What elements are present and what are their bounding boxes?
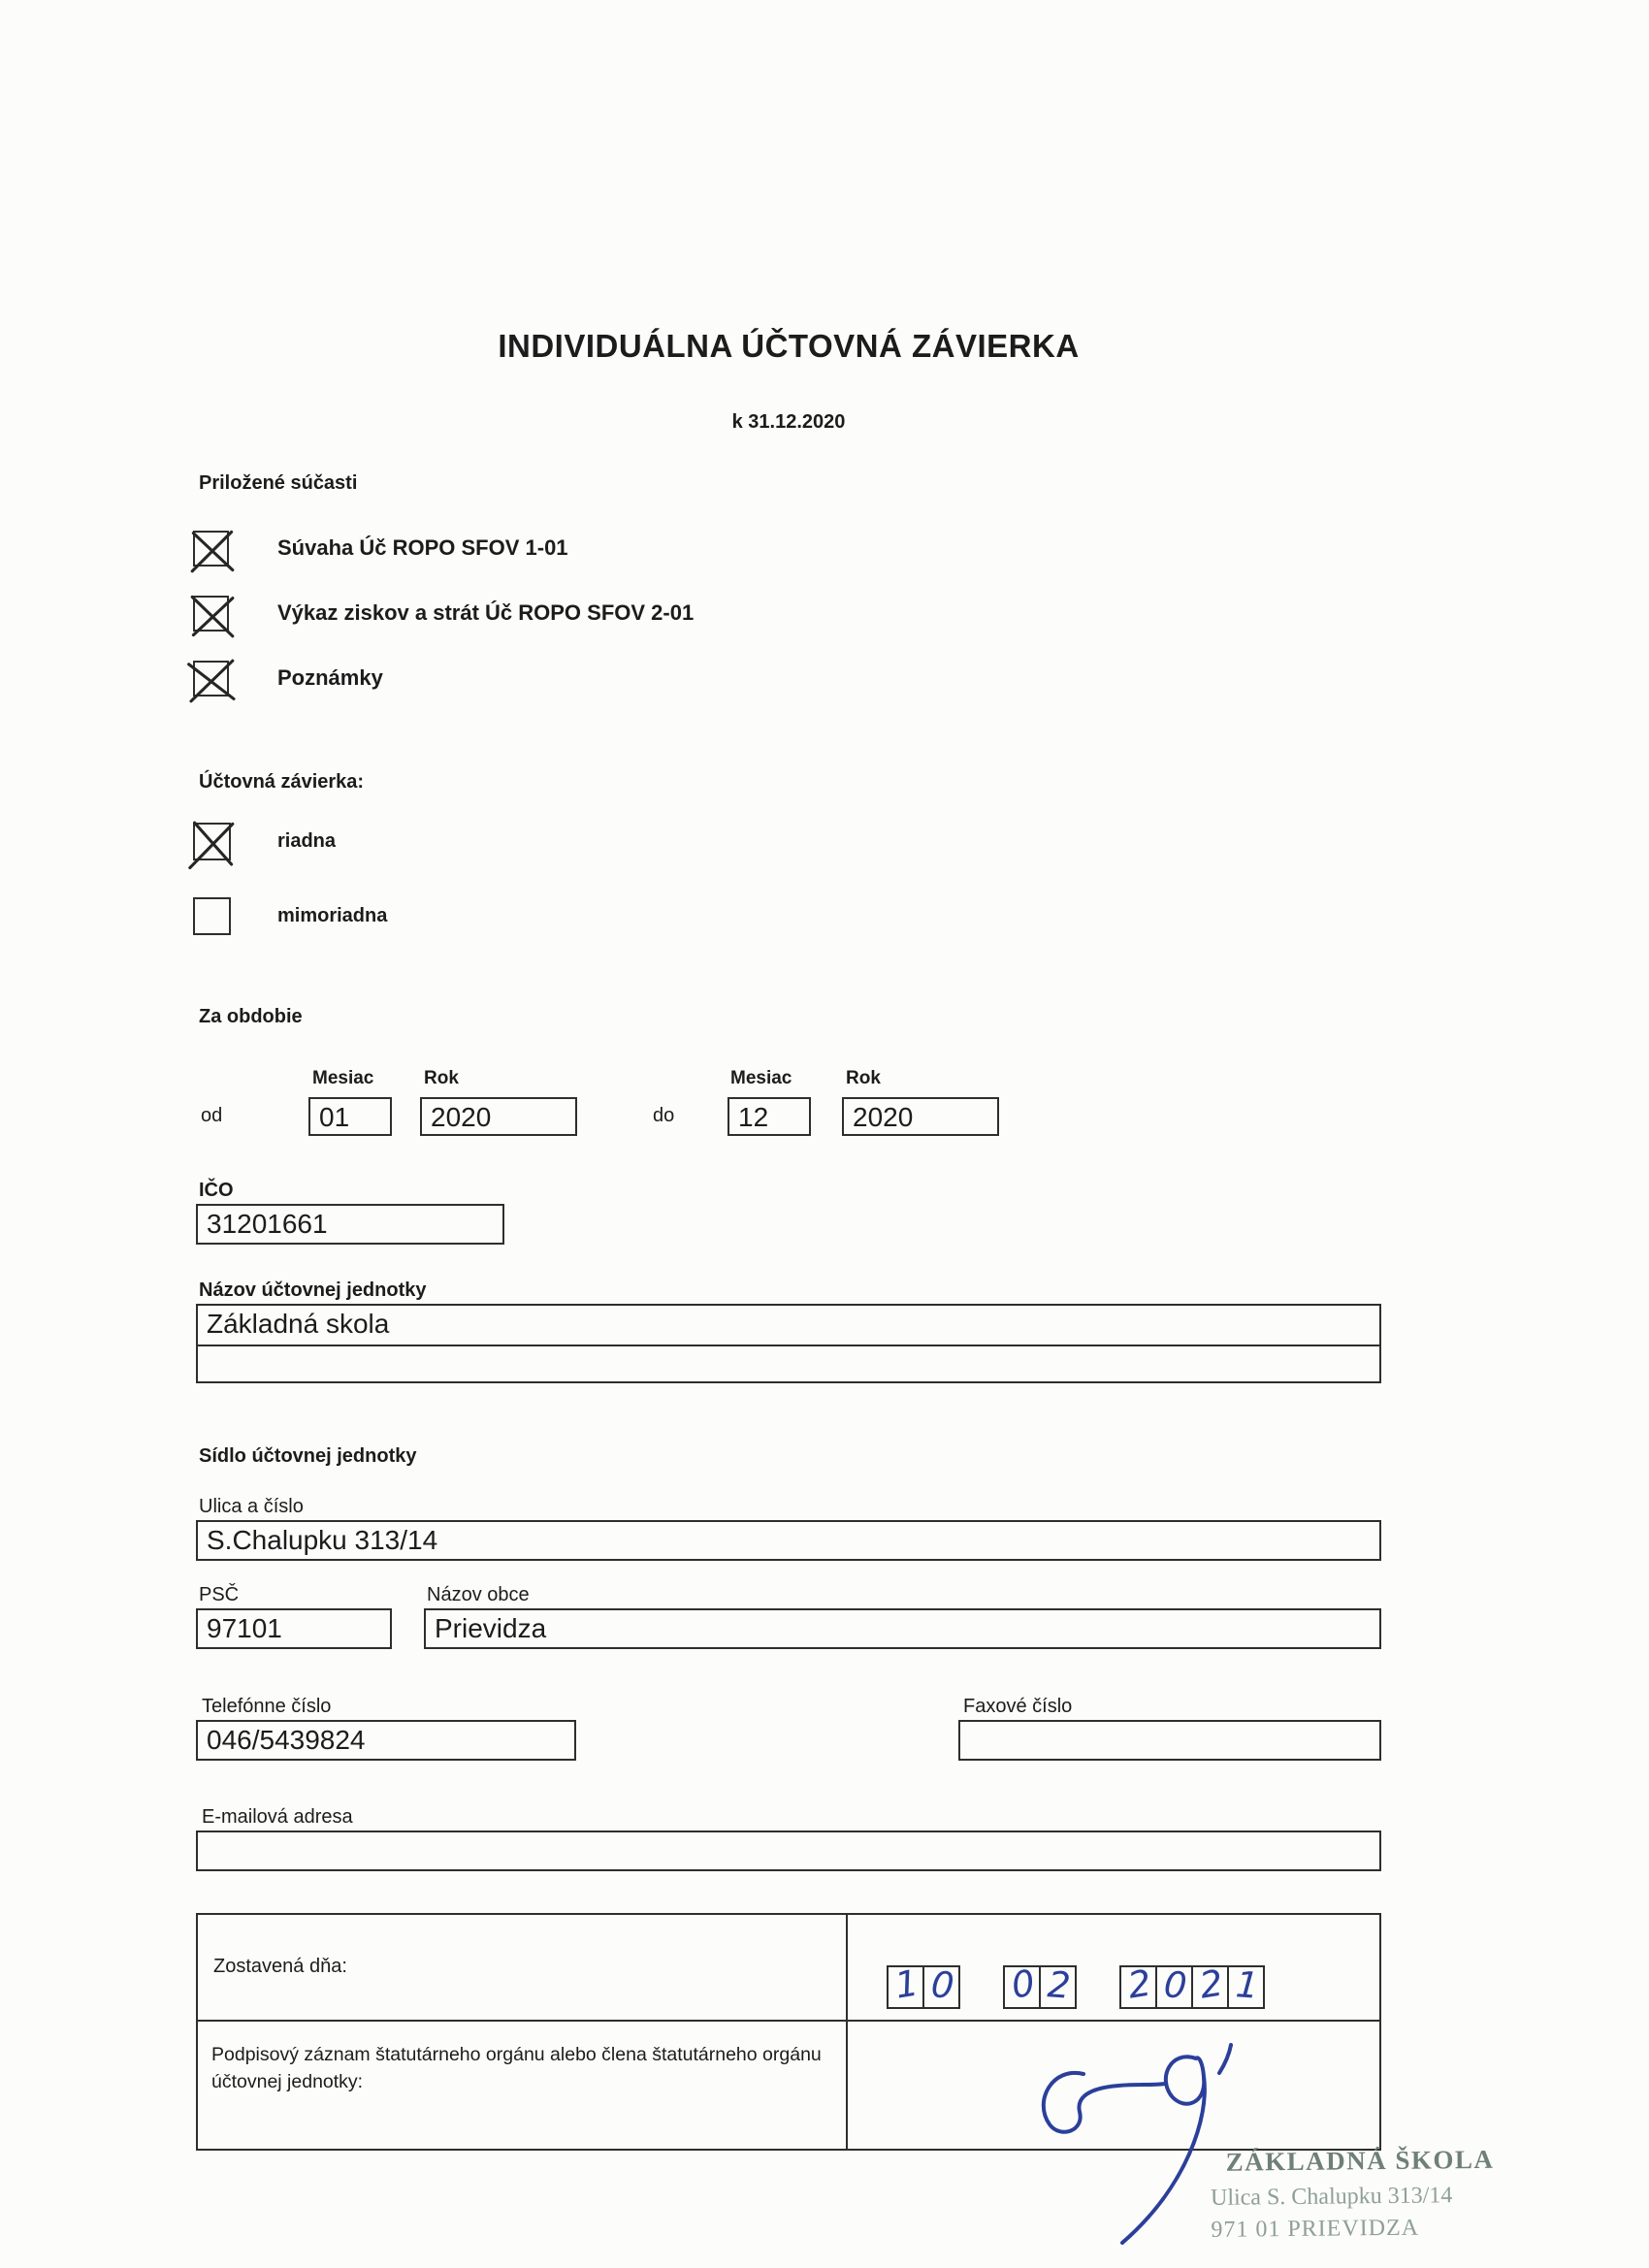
from-year-field[interactable] [420, 1097, 577, 1136]
year-label-to: Rok [846, 1068, 881, 1088]
date-digit-cell [1227, 1965, 1265, 2009]
x-mark-icon [191, 529, 234, 573]
phone-value: 046/5439824 [207, 1725, 366, 1755]
fax-label: Faxové číslo [963, 1696, 1073, 1717]
street-field[interactable] [196, 1520, 1381, 1561]
handwritten-digit: 0 [1162, 1963, 1188, 2007]
attachments-heading: Priložené súčasti [199, 472, 358, 494]
handwritten-digit: 0 [1008, 1961, 1038, 2007]
fax-field[interactable] [958, 1720, 1381, 1761]
page-subtitle: k 31.12.2020 [731, 411, 846, 433]
x-mark-icon [191, 821, 234, 865]
handwritten-digit: 1 [891, 1961, 922, 2007]
entity-name-line1: Základná skola [207, 1309, 390, 1339]
attachment-label-vykaz: Výkaz ziskov a strát Úč ROPO SFOV 2-01 [277, 600, 695, 625]
to-label: do [653, 1105, 675, 1126]
from-month-value: 01 [319, 1102, 350, 1132]
month-label-from: Mesiac [312, 1068, 374, 1088]
signature [975, 2018, 1285, 2260]
to-month-field[interactable] [728, 1097, 811, 1136]
checkbox-suvaha[interactable] [193, 531, 229, 567]
zip-label: PSČ [199, 1584, 240, 1605]
date-month-cells[interactable] [1003, 1961, 1077, 2009]
email-label: E-mailová adresa [202, 1806, 353, 1828]
from-month-field[interactable] [308, 1097, 392, 1136]
street-value: S.Chalupku 313/14 [207, 1525, 438, 1555]
period-heading: Za obdobie [199, 1006, 303, 1027]
street-label: Ulica a číslo [199, 1496, 304, 1517]
checkbox-poznamky[interactable] [193, 661, 229, 697]
option-label-mimoriadna: mimoriadna [277, 905, 388, 926]
attachment-label-poznamky: Poznámky [277, 665, 383, 690]
date-digit-cell [1003, 1961, 1041, 2009]
fax-value [960, 1722, 1379, 1724]
attachment-label-suvaha: Súvaha Úč ROPO SFOV 1-01 [277, 535, 568, 560]
x-mark-icon [191, 659, 234, 703]
to-year-value: 2020 [853, 1102, 914, 1132]
to-month-value: 12 [738, 1102, 769, 1132]
date-digit-cell [1039, 1965, 1077, 2009]
handwritten-digit: 1 [1234, 1963, 1260, 2007]
zip-field[interactable] [196, 1608, 392, 1649]
month-label-to: Mesiac [730, 1068, 792, 1088]
from-year-value: 2020 [431, 1102, 492, 1132]
address-heading: Sídlo účtovnej jednotky [199, 1445, 417, 1467]
date-digit-cell [922, 1965, 960, 2009]
city-value: Prievidza [435, 1613, 547, 1643]
stamp-line1: ZÁKLADNÁ ŠKOLA [1225, 2144, 1495, 2177]
entity-name-label: Názov účtovnej jednotky [199, 1280, 427, 1301]
email-value [198, 1832, 1379, 1834]
date-digit-cell [1191, 1961, 1229, 2009]
entity-name-line2 [198, 1346, 1379, 1348]
stamp-line3: 971 01 PRIEVIDZA [1211, 2215, 1420, 2243]
date-compiled-label: Zostavená dňa: [213, 1956, 347, 1977]
phone-label: Telefónne číslo [202, 1696, 332, 1717]
date-year-cells[interactable] [1119, 1961, 1265, 2009]
handwritten-digit: 2 [1196, 1961, 1226, 2007]
x-mark-icon [191, 594, 234, 638]
stamp-line2: Ulica S. Chalupku 313/14 [1210, 2183, 1453, 2211]
handwritten-digit: 0 [929, 1963, 955, 2007]
to-year-field[interactable] [842, 1097, 999, 1136]
checkbox-vykaz[interactable] [193, 596, 229, 632]
ico-value: 31201661 [207, 1209, 328, 1239]
table-vertical-divider [846, 1915, 848, 2149]
signature-label: Podpisový záznam štatutárneho orgánu alebo člena štatutárneho orgánu účtovnej jednotky: [211, 2044, 822, 2093]
from-label: od [201, 1105, 223, 1126]
checkbox-mimoriadna[interactable] [193, 897, 231, 935]
entity-name-field[interactable] [196, 1304, 1381, 1383]
date-digit-cell [1155, 1965, 1193, 2009]
date-day-cells[interactable] [887, 1961, 960, 2009]
year-label-from: Rok [424, 1068, 459, 1088]
ico-field[interactable] [196, 1204, 504, 1245]
handwritten-digit: 2 [1046, 1963, 1072, 2007]
email-field[interactable] [196, 1831, 1381, 1871]
zip-value: 97101 [207, 1613, 282, 1643]
checkbox-riadna[interactable] [193, 823, 231, 860]
handwritten-digit: 2 [1124, 1961, 1154, 2007]
date-digit-cell [1119, 1961, 1157, 2009]
zavierka-heading: Účtovná závierka: [199, 771, 365, 793]
page-title: INDIVIDUÁLNA ÚČTOVNÁ ZÁVIERKA [498, 328, 1080, 364]
ico-label: IČO [199, 1180, 234, 1201]
city-field[interactable] [424, 1608, 1381, 1649]
date-digit-cell [887, 1961, 924, 2009]
phone-field[interactable] [196, 1720, 576, 1761]
city-label: Názov obce [427, 1584, 530, 1605]
option-label-riadna: riadna [277, 830, 337, 852]
